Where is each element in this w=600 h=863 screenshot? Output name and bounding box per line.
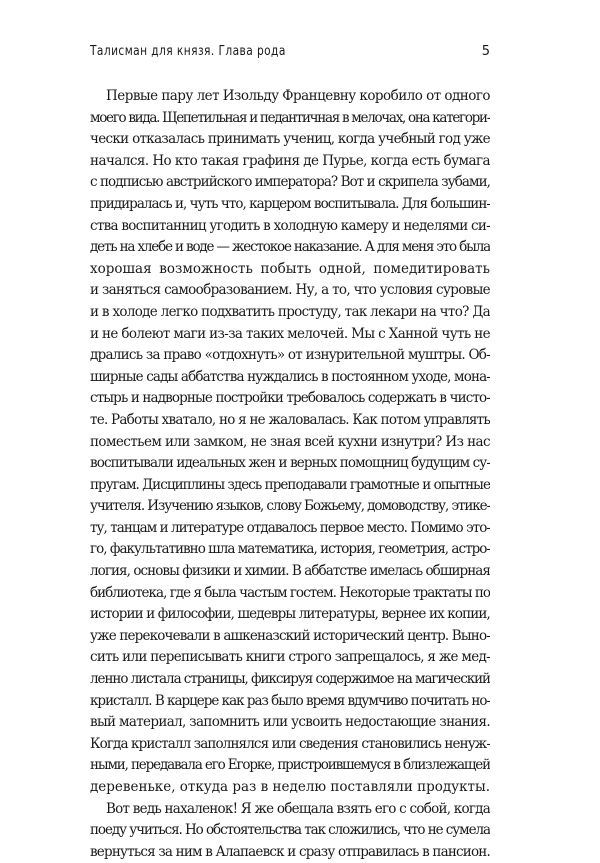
text-line: воспитывали идеальных жен и верных помощниц будущим су- (90, 455, 490, 472)
text-line: ту, танцам и литературе отдавалось первое место. Помимо это- (90, 519, 490, 536)
text-line: вый материал, запомнить или усвоить недостающие знания. (90, 714, 490, 731)
text-line: уже перекочевали в ашкеназский исторический центр. Выно- (90, 627, 490, 644)
text-line: вернуться за ним в Алапаевск и сразу отправилась в пансион. (90, 843, 490, 860)
text-line: деть на хлебе и воде — жестокое наказание. А для меня это была (90, 239, 490, 256)
text-line: и не болеют маги из-за таких мелочей. Мы с Ханной чуть не (90, 325, 490, 342)
text-line: с подписью австрийского императора? Вот и скрипела зубами, (90, 174, 490, 191)
text-line: логия, основы физики и химии. В аббатстве имелась обширная (90, 563, 490, 580)
text-line: ства воспитанниц угодить в холодную камеру и неделями си- (90, 217, 490, 234)
paragraph (90, 86, 490, 799)
text-line: ными, передавала его Егорке, пристроившемуся в близлежащей (90, 757, 490, 774)
text-line: ширные сады аббатства нуждались в постоянном уходе, мона- (90, 368, 490, 385)
text-line: моего вида. Щепетильная и педантичная в мелочах, она категори- (90, 109, 490, 126)
text-line: учителя. Изучению языков, слову Божьему, домоводству, этике- (90, 498, 490, 515)
running-title: Талисман для князя. Глава рода (90, 44, 286, 59)
text-line: и заняться самообразованием. Ну, а то, что условия суровые (90, 282, 490, 299)
text-line: го, факультативно шла математика, история, геометрия, астро- (90, 541, 490, 558)
text-line: начался. Но кто такая графиня де Пурье, когда есть бумага (90, 152, 490, 169)
text-line: библиотека, где я была частым гостем. Некоторые трактаты по (90, 584, 490, 601)
text-line: истории и философии, шедевры литературы, вернее их копии, (90, 606, 490, 623)
text-line: поеду учиться. Но обстоятельства так сложились, что не сумела (90, 822, 490, 839)
text-line: деревеньке, откуда раз в неделю поставляли продукты. (90, 779, 490, 795)
text-line: придиралась и, чуть что, карцером воспитывала. Для большин- (90, 195, 490, 212)
text-line: чески отказалась принимать учениц, когда учебный год уже (90, 131, 490, 148)
text-line: поместьем или замком, не зная всей кухни изнутри? Из нас (90, 433, 490, 450)
text-line: дрались за право «отдохнуть» от изнурительной муштры. Об- (90, 347, 490, 364)
text-line: и в холоде легко подхватить простуду, так лекари на что? Да (90, 303, 490, 320)
page-header (90, 44, 490, 66)
text-line: стырь и надворные постройки требовалось содержать в чисто- (90, 390, 490, 407)
text-line: Первые пару лет Изольду Францевну коробило от одного (106, 88, 490, 104)
text-line: Вот ведь нахаленок! Я же обещала взять его с собой, когда (106, 800, 490, 817)
text-line: ленно листала страницы, фиксируя содержимое на магический (90, 671, 490, 688)
text-line: сить или переписывать книги строго запрещалось, я же мед- (90, 649, 490, 666)
text-line: кристалл. В карцере как раз было время вдумчиво почитать но- (90, 692, 490, 709)
text-line: хорошая возможность побыть одной, помедитировать (90, 260, 490, 277)
text-line: Когда кристалл заполнялся или сведения становились ненуж- (90, 735, 490, 752)
text-line: пругам. Дисциплины здесь преподавали грамотные и опытные (90, 476, 490, 493)
page-number: 5 (481, 44, 490, 59)
text-line: те. Работы хватало, но я не жаловалась. Как потом управлять (90, 411, 490, 428)
body-text (90, 86, 490, 863)
paragraph (90, 799, 490, 863)
